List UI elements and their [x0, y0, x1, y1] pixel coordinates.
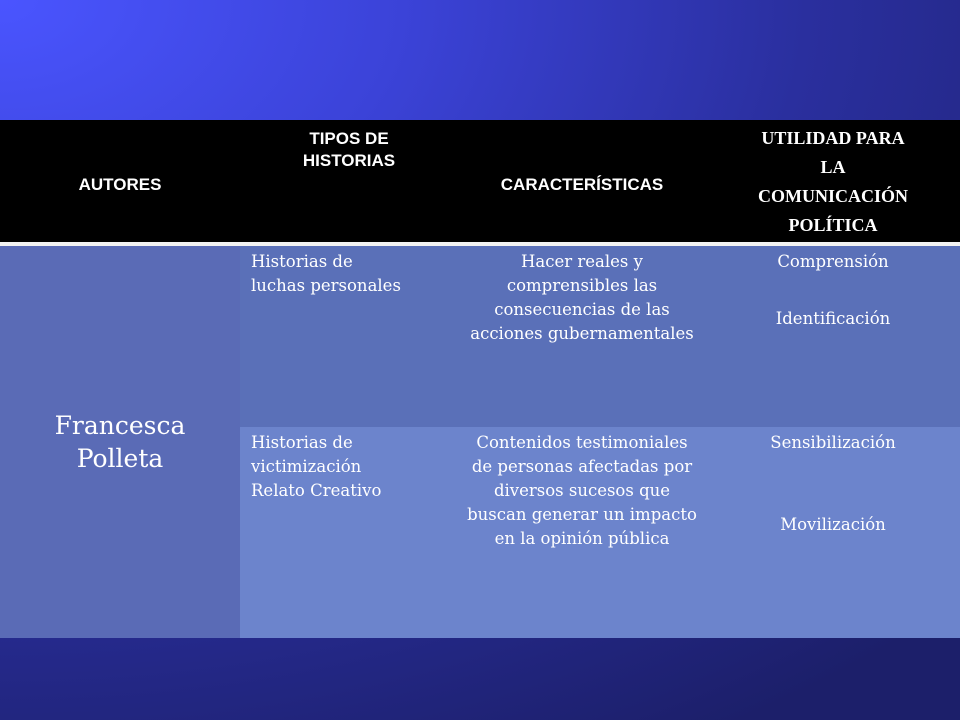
row2-utility-1: Sensibilización	[770, 433, 896, 452]
author-name-line1: Francesca	[54, 411, 186, 440]
row2-utility	[706, 427, 960, 638]
row2-story-type	[240, 427, 458, 638]
row2-type-line3: Relato Creativo	[251, 481, 382, 500]
row1-utility-1: Comprensión	[777, 252, 889, 271]
header-utilidad	[706, 120, 960, 242]
header-utilidad-line1: UTILIDAD PARA	[761, 128, 905, 148]
row1-type-line1: Historias de	[251, 252, 353, 271]
row1-utility-2: Identificación	[775, 309, 891, 328]
row1-type-line2: luchas personales	[251, 276, 401, 295]
comparison-table	[0, 120, 960, 638]
row2-characteristics-text: Contenidos testimoniales de personas afectadas por diversos sucesos que buscan generar un impacto en la opinión pública	[467, 433, 697, 548]
header-autores	[0, 120, 240, 242]
header-tipos-historias	[240, 120, 458, 242]
header-utilidad-line3: COMUNICACIÓN	[758, 186, 908, 206]
row1-utility	[706, 246, 960, 427]
row2-utility-gap	[712, 455, 954, 513]
header-autores-label: AUTORES	[78, 175, 162, 194]
header-utilidad-line4: POLÍTICA	[788, 215, 878, 235]
row2-type-line2: victimización	[251, 457, 362, 476]
row1-characteristics	[458, 246, 706, 427]
header-caracteristicas	[458, 120, 706, 242]
header-utilidad-line2: LA	[820, 157, 846, 177]
row1-utility-gap	[712, 274, 954, 307]
row1-story-type	[240, 246, 458, 427]
header-tipos-line2: HISTORIAS	[302, 151, 396, 170]
author-name-line2: Polleta	[76, 444, 164, 473]
row2-type-line1: Historias de	[251, 433, 353, 452]
row1-characteristics-text: Hacer reales y comprensibles las consecuencias de las acciones gubernamentales	[470, 252, 694, 343]
header-tipos-line1: TIPOS DE	[309, 129, 389, 148]
header-caracteristicas-label: CARACTERÍSTICAS	[500, 175, 664, 194]
row2-utility-2: Movilización	[780, 515, 886, 534]
row2-characteristics	[458, 427, 706, 638]
author-cell	[0, 246, 240, 638]
